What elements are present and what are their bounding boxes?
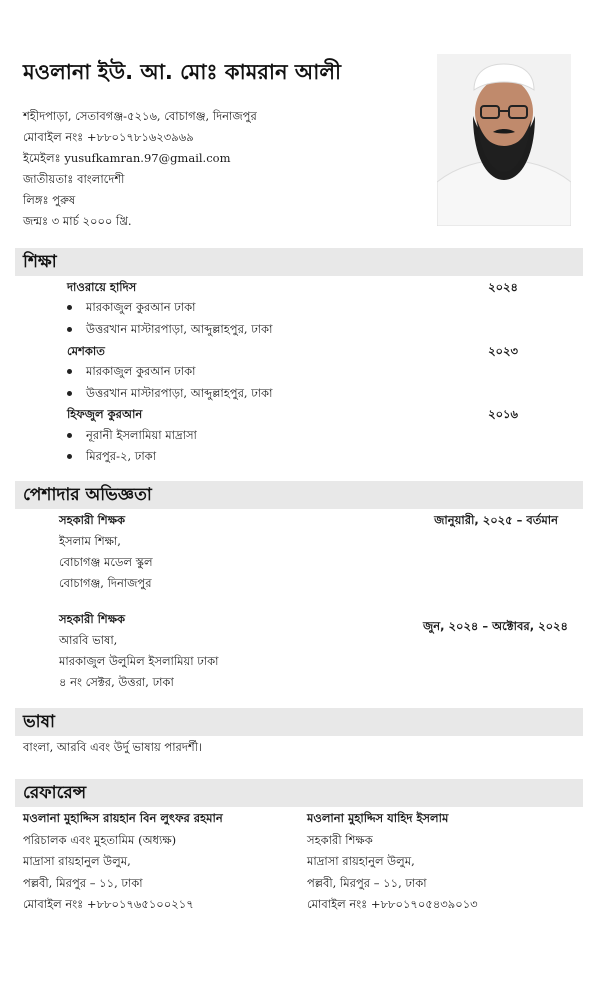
job-detail: মারকাজুল উলুমিল ইসলামিয়া ঢাকা (59, 654, 219, 668)
job-detail: আরবি ভাষা, (59, 633, 118, 647)
reference-phone: মোবাইল নংঃ +৮৮০১৭০৫৪৩৯০১৩ (307, 897, 478, 911)
job-period: জুন, ২০২৪ – অক্টোবর, ২০২৪ (422, 619, 568, 633)
reference-card (307, 808, 478, 916)
bullet-icon (67, 327, 72, 332)
contact-block (23, 106, 257, 232)
reference-name: মওলানা মুহাদ্দিস যাহিদ ইসলাম (307, 811, 449, 825)
reference-detail: পল্লবী, মিরপুর – ১১, ঢাকা (23, 875, 143, 890)
education-title: দাওরায়ে হাদিস (67, 280, 137, 294)
education-item: মারকাজুল কুরআন ঢাকা (67, 363, 195, 382)
reference-phone: মোবাইল নংঃ +৮৮০১৭৬৫১০০২১৭ (23, 897, 194, 911)
contact-nationality: জাতীয়তাঃ বাংলাদেশী (23, 172, 125, 186)
contact-gender: লিঙ্গঃ পুরুষ (23, 193, 76, 207)
reference-name: মওলানা মুহাদ্দিস রায়হান বিন লুৎফর রহমান (23, 811, 223, 825)
reference-detail: সহকারী শিক্ষক (307, 832, 373, 847)
education-item: নূরানী ইসলামিয়া মাদ্রাসা (67, 427, 197, 446)
languages-text: বাংলা, আরবি এবং উর্দু ভাষায় পারদর্শী। (23, 740, 203, 754)
bullet-icon (67, 454, 72, 459)
job-detail: ৪ নং সেক্টর, উত্তরা, ঢাকা (59, 675, 174, 689)
education-item: মিরপুর-২, ঢাকা (67, 448, 156, 467)
bullet-icon (67, 305, 72, 310)
profile-photo (437, 54, 571, 226)
education-title: মেশকাত (67, 344, 105, 358)
education-item: মারকাজুল কুরআন ঢাকা (67, 299, 195, 318)
job-title: সহকারী শিক্ষক (59, 513, 126, 527)
job-period: জানুয়ারী, ২০২৫ – বর্তমান (434, 513, 558, 527)
references-heading: রেফারেন্স (15, 779, 583, 807)
bullet-icon (67, 369, 72, 374)
education-title: হিফজুল কুরআন (67, 407, 143, 421)
resume-name: মওলানা ইউ. আ. মোঃ কামরান আলী (23, 60, 342, 84)
job-detail: ইসলাম শিক্ষা, (59, 534, 121, 548)
bullet-icon (67, 391, 72, 396)
experience-heading: পেশাদার অভিজ্ঞতা (15, 481, 583, 509)
job-title: সহকারী শিক্ষক (59, 612, 126, 626)
reference-card (23, 808, 223, 916)
languages-heading: ভাষা (15, 708, 583, 736)
contact-mobile: মোবাইল নংঃ +৮৮০১৭৮১৬২৩৯৬৯ (23, 130, 194, 144)
job-detail: বোচাগঞ্জ মডেল স্কুল (59, 555, 153, 569)
contact-birthdate: জন্মঃ ৩ মার্চ ২০০০ খ্রি. (23, 214, 132, 228)
reference-detail: মাদ্রাসা রায়হানুল উলুম, (23, 854, 131, 868)
education-year: ২০২৪ (488, 280, 518, 294)
reference-detail: মাদ্রাসা রায়হানুল উলুম, (307, 854, 415, 868)
reference-detail: পরিচালক এবং মুহতামিম (অধ্যক্ষ) (23, 832, 177, 847)
contact-address: শহীদপাড়া, সেতাবগঞ্জ-৫২১৬, বোচাগঞ্জ, দিনাজপুর (23, 109, 257, 123)
bullet-icon (67, 433, 72, 438)
job-detail: বোচাগঞ্জ, দিনাজপুর (59, 576, 152, 590)
education-item: উত্তরখান মাস্টারপাড়া, আব্দুল্লাহপুর, ঢাকা (67, 321, 272, 340)
education-year: ২০১৬ (488, 407, 518, 421)
education-heading: শিক্ষা (15, 248, 583, 276)
education-item: উত্তরখান মাস্টারপাড়া, আব্দুল্লাহপুর, ঢাকা (67, 385, 272, 404)
education-year: ২০২৩ (488, 344, 518, 358)
contact-email: ইমেইলঃ yusufkamran.97@gmail.com (23, 151, 231, 165)
reference-detail: পল্লবী, মিরপুর – ১১, ঢাকা (307, 875, 427, 890)
